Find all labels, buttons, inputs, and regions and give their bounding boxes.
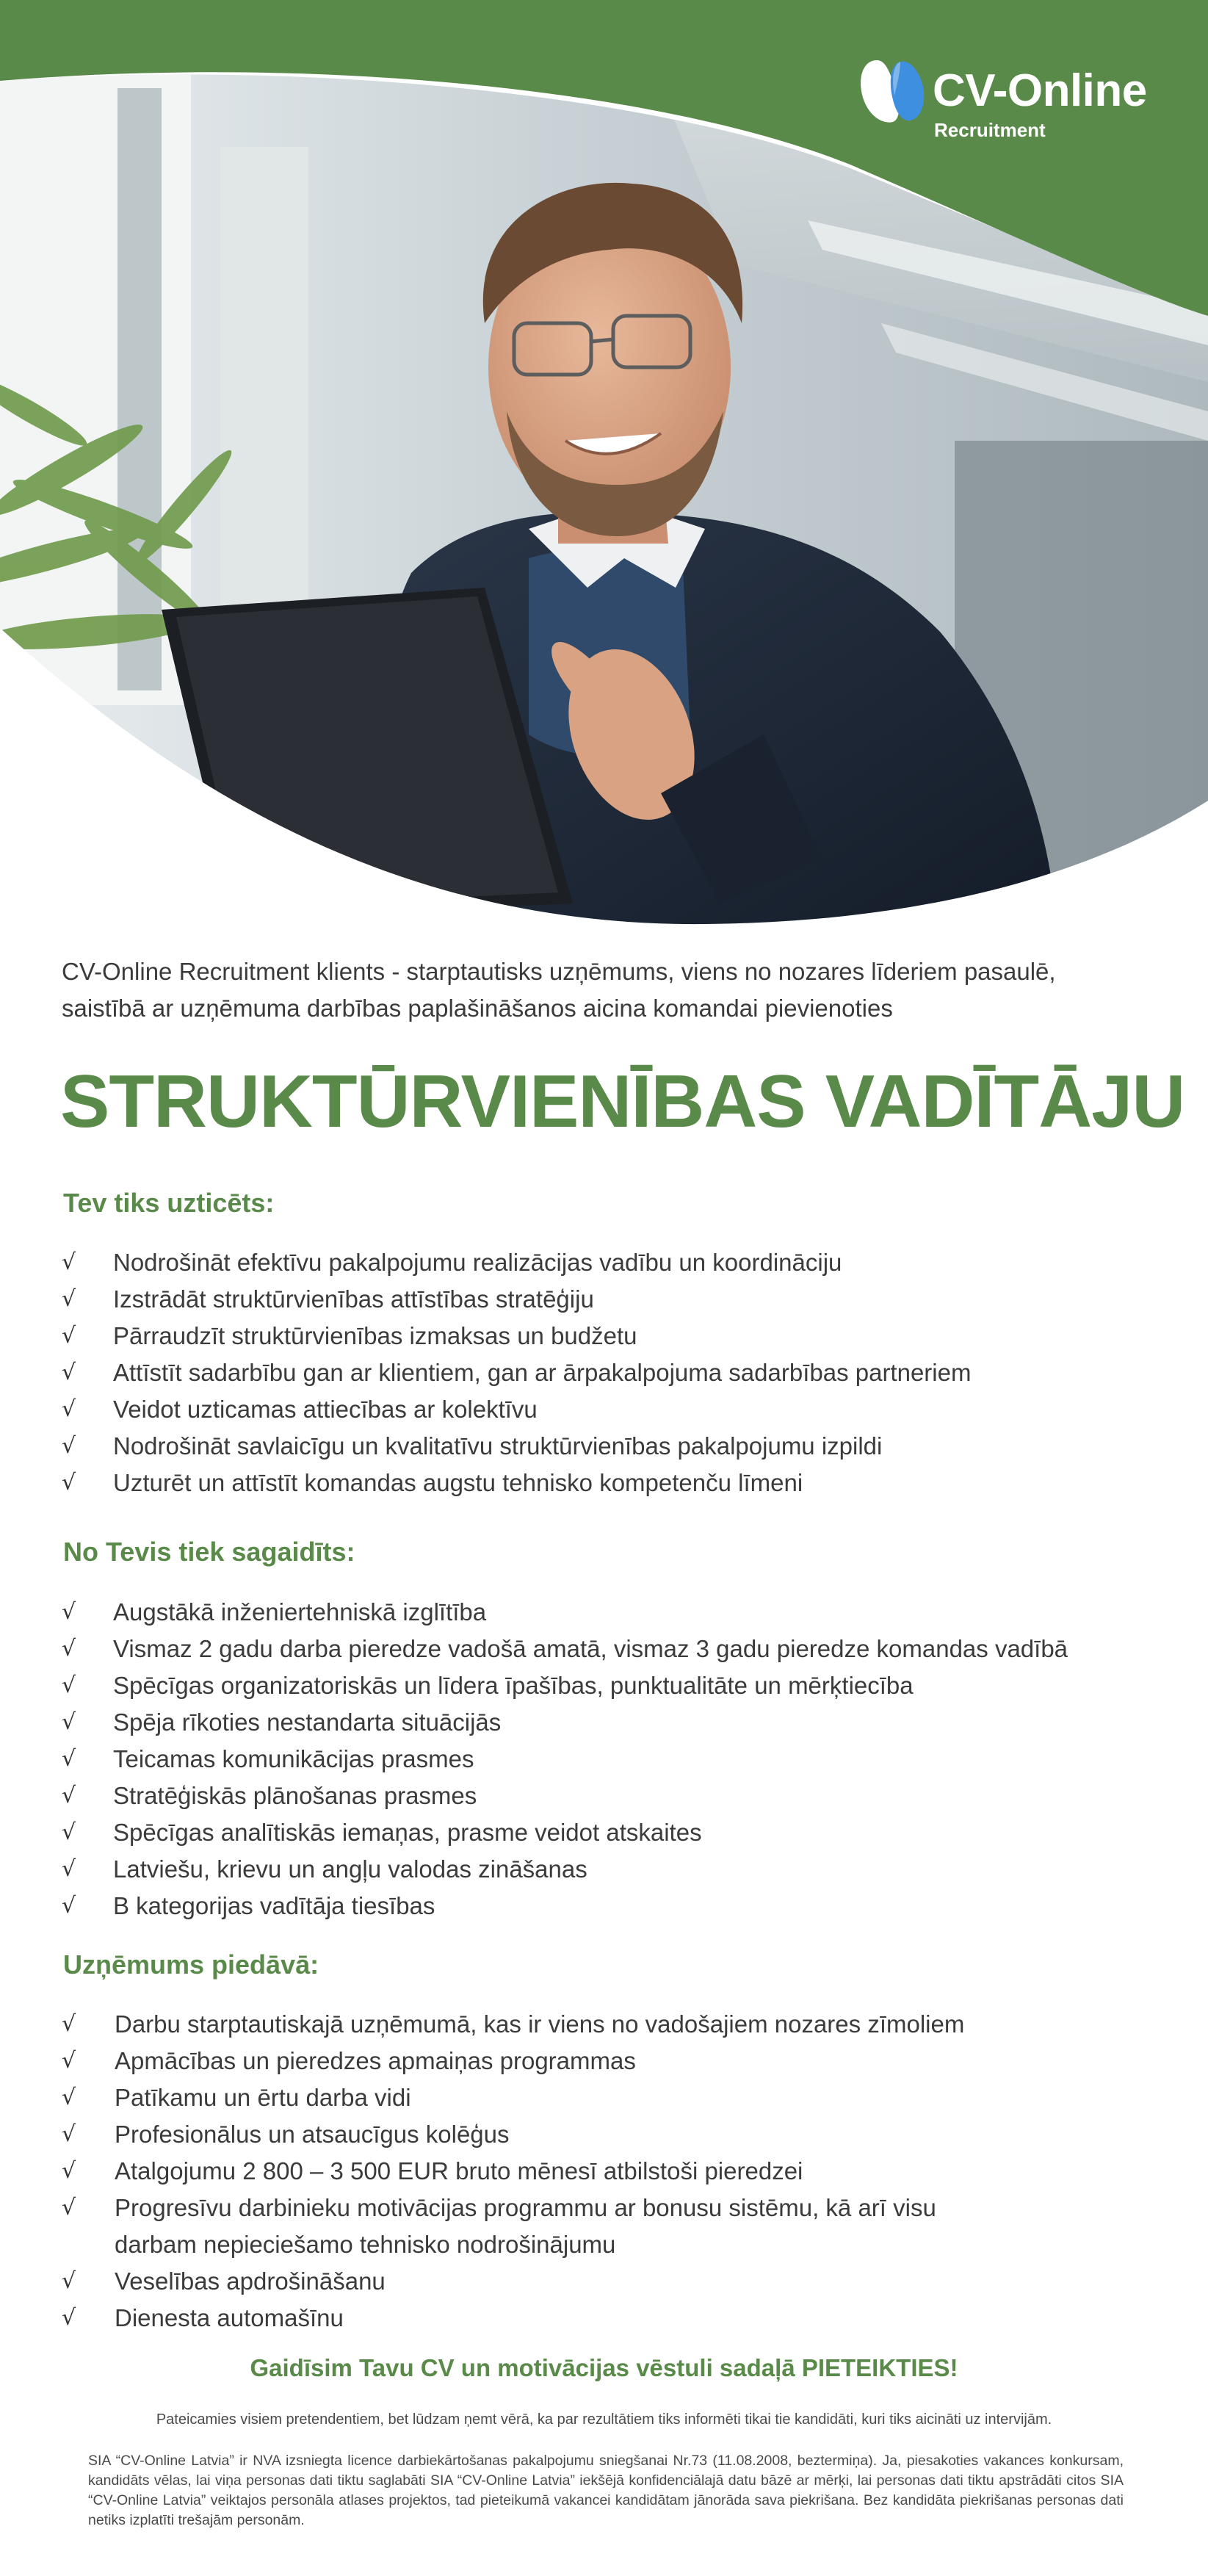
hero-banner [0,0,1208,933]
checkmark-icon: √ [62,1819,76,1845]
list-item: √ B kategorijas vadītāja tiesības [62,1888,1163,1924]
checkmark-icon: √ [62,1599,76,1625]
intro-line-1: CV-Online Recruitment klients - starptautisks uzņēmums, viens no nozares līderiem pasaulē, [62,958,1056,985]
list-item: √ Stratēģiskās plānošanas prasmes [62,1778,1163,1814]
list-item: √ Spēcīgas analītiskās iemaņas, prasme veidot atskaites [62,1814,1163,1851]
requirements-list [62,1594,1163,1924]
checkmark-icon: √ [62,1709,76,1735]
intro-line-2: saistībā ar uzņēmuma darbības paplašināšanos aicina komandai pievienoties [62,995,893,1022]
list-item: √ Apmācības un pieredzes apmaiņas programmas [62,2043,1163,2079]
checkmark-icon: √ [62,2268,76,2294]
checkmark-icon: √ [62,1249,76,1275]
duties-heading: Tev tiks uzticēts: [63,1188,275,1218]
list-item: √ Augstākā inženiertehniskā izglītība [62,1594,1163,1631]
checkmark-icon: √ [62,2085,76,2110]
checkmark-icon: √ [62,1673,76,1698]
list-item: √ Spēcīgas organizatoriskās un līdera īpašības, punktualitāte un mērķtiecība [62,1667,1163,1704]
checkmark-icon: √ [62,1470,76,1496]
list-item: √ Spēja rīkoties nestandarta situācijās [62,1704,1163,1741]
list-item: √ Veselības apdrošināšanu [62,2263,1163,2300]
checkmark-icon: √ [62,2305,76,2331]
list-item: √ Atalgojumu 2 800 – 3 500 EUR bruto mēnesī atbilstoši pieredzei [62,2153,1163,2190]
checkmark-icon: √ [62,2011,76,2037]
logo-title: CV-Online [933,65,1147,116]
apply-call-to-action[interactable]: Gaidīsim Tavu CV un motivācijas vēstuli sadaļā PIETEIKTIES! [250,2354,958,2381]
list-item: √ Patīkamu un ērtu darba vidi [62,2079,1163,2116]
list-item: √ Latviešu, krievu un angļu valodas zināšanas [62,1851,1163,1888]
cv-online-logo[interactable] [852,51,1160,147]
cv-online-logo-icon [855,54,936,128]
list-item: √ Izstrādāt struktūrvienības attīstības stratēģiju [62,1281,1163,1318]
list-item: √ Progresīvu darbinieku motivācijas programmu ar bonusu sistēmu, kā arī visu darbam nepieciešamo tehnisko nodrošinājumu [62,2190,1163,2263]
list-item: √ Teicamas komunikācijas prasmes [62,1741,1163,1778]
list-item: √ Uzturēt un attīstīt komandas augstu tehnisko kompetenču līmeni [62,1465,1163,1501]
list-item: √ Vismaz 2 gadu darba pieredze vadošā amatā, vismaz 3 gadu pieredze komandas vadībā [62,1631,1163,1667]
offer-heading: Uzņēmums piedāvā: [63,1949,319,1980]
checkmark-icon: √ [62,1746,76,1772]
checkmark-icon: √ [62,1323,76,1349]
checkmark-icon: √ [62,2121,76,2147]
checkmark-icon: √ [62,1433,76,1459]
list-item: √ Attīstīt sadarbību gan ar klientiem, gan ar ārpakalpojuma sadarbības partneriem [62,1354,1163,1391]
checkmark-icon: √ [62,2048,76,2074]
thanks-note: Pateicamies visiem pretendentiem, bet lūdzam ņemt vērā, ka par rezultātiem tiks informēti tikai tie kandidāti, kuri tiks aicināti uz intervijām. [156,2411,1052,2428]
checkmark-icon: √ [62,1286,76,1312]
list-item: √ Nodrošināt efektīvu pakalpojumu realizācijas vadību un koordināciju [62,1244,1163,1281]
list-item: √ Profesionālus un atsaucīgus kolēģus [62,2116,1163,2153]
list-item: √ Pārraudzīt struktūrvienības izmaksas un budžetu [62,1318,1163,1354]
list-item: √ Dienesta automašīnu [62,2300,1163,2337]
job-title: STRUKTŪRVIENĪBAS VADĪTĀJU [60,1061,1185,1143]
checkmark-icon: √ [62,1636,76,1662]
duties-list [62,1244,1163,1501]
checkmark-icon: √ [62,2195,76,2220]
checkmark-icon: √ [62,1360,76,1385]
checkmark-icon: √ [62,2158,76,2184]
checkmark-icon: √ [62,1396,76,1422]
requirements-heading: No Tevis tiek sagaidīts: [63,1537,355,1567]
logo-subtitle: Recruitment [934,119,1046,141]
checkmark-icon: √ [62,1856,76,1882]
checkmark-icon: √ [62,1893,76,1919]
list-item: √ Darbu starptautiskajā uzņēmumā, kas ir viens no vadošajiem nozares zīmoliem [62,2006,1163,2043]
list-item: √ Nodrošināt savlaicīgu un kvalitatīvu struktūrvienības pakalpojumu izpildi [62,1428,1163,1465]
intro-text [62,953,1163,1027]
checkmark-icon: √ [62,1783,76,1808]
offer-list [62,2006,1163,2337]
list-item: √ Veidot uzticamas attiecības ar kolektīvu [62,1391,1163,1428]
legal-disclaimer: SIA “CV-Online Latvia” ir NVA izsniegta licence darbiekārtošanas pakalpojumu sniegšanai Nr.73 (11.08.2008, beztermiņa). Ja, piesakoties vakances konkursam, kandidāts vēlas, lai viņa personas dati tiktu saglabāti SIA “CV-Online Latvia” iekšējā konfidenciālajā datu bāzē ar mērķi, lai personas dati tiktu apstrādāti citos SIA “CV-Online Latvia” veiktajos personāla atlases projektos, tad pieteikumā vakancei kandidātam jānorāda sava piekrišana. Bez kandidāta piekrišanas personas dati netiks izplatīti trešajām personām. [88,2453,1124,2528]
